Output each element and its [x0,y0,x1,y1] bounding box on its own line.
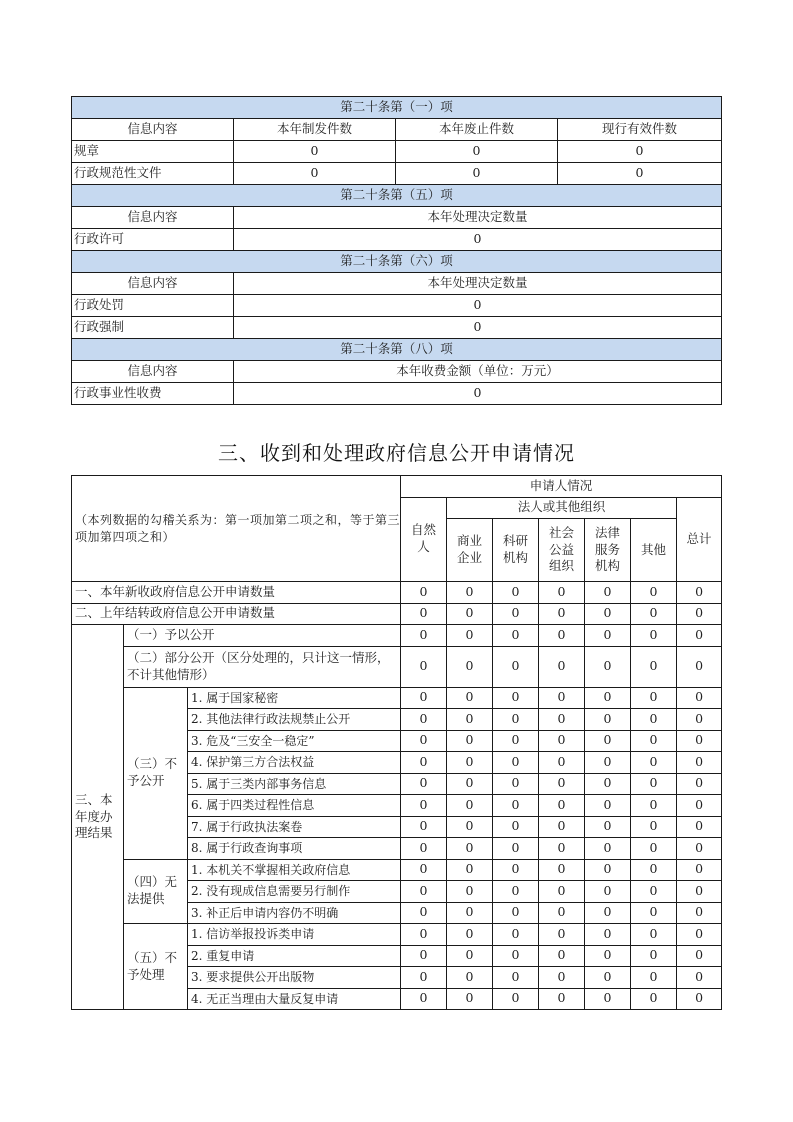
header-legal-service: 法律服务机构 [585,519,631,582]
table-row [72,646,722,687]
cell-value: 0 [585,924,631,946]
column-header: 信息内容 [72,119,234,141]
row-label: （一）予以公开 [124,625,401,647]
cell-value: 0 [585,988,631,1010]
cell-value: 0 [401,730,447,752]
cell-value: 0 [539,945,585,967]
row-label: 2. 没有现成信息需要另行制作 [188,881,401,903]
group-label: （三）不予公开 [124,687,188,859]
column-header: 本年废止件数 [396,119,558,141]
cell-value: 0 [585,625,631,647]
section-title: 三、收到和处理政府信息公开申请情况 [218,441,575,465]
row-label: 1. 属于国家秘密 [188,687,401,709]
cell-value: 0 [539,709,585,731]
cell-value: 0 [677,859,722,881]
cell-value: 0 [401,838,447,860]
group-label: （五）不予处理 [124,924,188,1010]
cell-value: 0 [401,945,447,967]
cell-value: 0 [631,967,677,989]
header-other: 其他 [631,519,677,582]
cell-value: 0 [401,816,447,838]
cell-value: 0 [401,924,447,946]
section-header-20-8: 第二十条第（八）项 [72,339,722,361]
cell-value: 0 [539,902,585,924]
cell-value: 0 [539,646,585,687]
column-header: 现行有效件数 [558,119,722,141]
header-social: 社会公益组织 [539,519,585,582]
cell-value: 0 [493,967,539,989]
cell-value: 0 [234,383,722,405]
cell-value: 0 [447,773,493,795]
column-header: 本年处理决定数量 [234,207,722,229]
cell-value: 0 [493,752,539,774]
cell-value: 0 [585,709,631,731]
table-row [72,582,722,604]
cell-value: 0 [401,646,447,687]
cell-value: 0 [539,988,585,1010]
cell-value: 0 [539,816,585,838]
table-row [72,163,722,185]
cell-value: 0 [631,752,677,774]
cell-value: 0 [493,795,539,817]
cell-value: 0 [493,902,539,924]
cell-value: 0 [585,603,631,625]
row-label: 一、本年新收政府信息公开申请数量 [72,582,401,604]
row-label: 3. 要求提供公开出版物 [188,967,401,989]
cell-value: 0 [631,709,677,731]
cell-value: 0 [585,881,631,903]
cell-value: 0 [631,582,677,604]
row-label: 2. 重复申请 [188,945,401,967]
header-commercial: 商业企业 [447,519,493,582]
row-label: 8. 属于行政查询事项 [188,838,401,860]
results-label: 三、本年度办理结果 [72,625,124,1010]
row-label: 1. 信访举报投诉类申请 [188,924,401,946]
table-row [72,229,722,251]
cell-value: 0 [585,795,631,817]
cell-value: 0 [401,881,447,903]
cell-value: 0 [677,646,722,687]
header-natural-person: 自然人 [401,497,447,582]
row-label: （二）部分公开（区分处理的，只计这一情形，不计其他情形） [124,646,401,687]
cell-value: 0 [585,752,631,774]
cell-value: 0 [493,945,539,967]
cell-value: 0 [677,687,722,709]
header-applicant: 申请人情况 [401,476,722,498]
cell-value: 0 [631,881,677,903]
cell-value: 0 [677,773,722,795]
cell-value: 0 [631,730,677,752]
cell-value: 0 [585,859,631,881]
column-header: 本年制发件数 [234,119,396,141]
cell-value: 0 [631,924,677,946]
cell-value: 0 [447,603,493,625]
cell-value: 0 [631,687,677,709]
cell-value: 0 [447,988,493,1010]
row-label: 2. 其他法律行政法规禁止公开 [188,709,401,731]
header-total: 总计 [677,497,722,582]
cell-value: 0 [631,646,677,687]
cell-value: 0 [234,163,396,185]
cell-value: 0 [677,902,722,924]
cell-value: 0 [447,881,493,903]
cell-value: 0 [585,816,631,838]
cell-value: 0 [677,838,722,860]
cell-value: 0 [677,988,722,1010]
column-header: 信息内容 [72,361,234,383]
cell-value: 0 [234,317,722,339]
row-label: 6. 属于四类过程性信息 [188,795,401,817]
row-label: 1. 本机关不掌握相关政府信息 [188,859,401,881]
row-label: 规章 [72,141,234,163]
cell-value: 0 [631,902,677,924]
cell-value: 0 [493,773,539,795]
cell-value: 0 [539,838,585,860]
cell-value: 0 [401,795,447,817]
cell-value: 0 [493,816,539,838]
cell-value: 0 [631,625,677,647]
table-row [72,687,722,709]
cell-value: 0 [493,646,539,687]
regulations-table [71,96,722,405]
row-label: 二、上年结转政府信息公开申请数量 [72,603,401,625]
cell-value: 0 [447,967,493,989]
row-label: 7. 属于行政执法案卷 [188,816,401,838]
cell-value: 0 [539,603,585,625]
cell-value: 0 [677,816,722,838]
cell-value: 0 [401,709,447,731]
cell-value: 0 [493,881,539,903]
cell-value: 0 [493,582,539,604]
cell-value: 0 [677,945,722,967]
cell-value: 0 [539,687,585,709]
cell-value: 0 [493,924,539,946]
cell-value: 0 [631,816,677,838]
cell-value: 0 [539,881,585,903]
cell-value: 0 [447,752,493,774]
table-row [72,859,722,881]
cell-value: 0 [585,902,631,924]
cell-value: 0 [447,730,493,752]
cell-value: 0 [539,730,585,752]
row-label: 4. 无正当理由大量反复申请 [188,988,401,1010]
cell-value: 0 [401,967,447,989]
cell-value: 0 [493,709,539,731]
cell-value: 0 [539,773,585,795]
table-row [72,317,722,339]
cell-value: 0 [631,773,677,795]
cell-value: 0 [677,881,722,903]
row-label: 行政强制 [72,317,234,339]
cell-value: 0 [234,229,722,251]
cell-value: 0 [539,752,585,774]
column-header: 信息内容 [72,273,234,295]
cell-value: 0 [401,988,447,1010]
cell-value: 0 [677,625,722,647]
cell-value: 0 [539,967,585,989]
cell-value: 0 [493,687,539,709]
column-header: 本年收费金额（单位：万元） [234,361,722,383]
cell-value: 0 [585,773,631,795]
cell-value: 0 [677,795,722,817]
cell-value: 0 [447,902,493,924]
cell-value: 0 [585,687,631,709]
cell-value: 0 [558,163,722,185]
table-row [72,924,722,946]
cell-value: 0 [585,646,631,687]
cell-value: 0 [677,924,722,946]
cell-value: 0 [539,582,585,604]
cell-value: 0 [585,967,631,989]
cell-value: 0 [631,988,677,1010]
cell-value: 0 [447,945,493,967]
table-row [72,141,722,163]
row-label: 行政规范性文件 [72,163,234,185]
cell-value: 0 [447,625,493,647]
cell-value: 0 [396,141,558,163]
table-row [72,295,722,317]
section-header-20-1: 第二十条第（一）项 [72,97,722,119]
applications-table [71,475,722,1010]
cell-value: 0 [493,625,539,647]
cell-value: 0 [677,730,722,752]
cell-value: 0 [234,141,396,163]
row-label: 3. 补正后申请内容仍不明确 [188,902,401,924]
cell-value: 0 [539,859,585,881]
cell-value: 0 [493,838,539,860]
column-header: 信息内容 [72,207,234,229]
cell-value: 0 [401,859,447,881]
row-label: 3. 危及“三安全一稳定” [188,730,401,752]
cell-value: 0 [493,730,539,752]
cell-value: 0 [631,838,677,860]
cell-value: 0 [401,752,447,774]
cell-value: 0 [447,709,493,731]
cell-value: 0 [631,795,677,817]
cell-value: 0 [234,295,722,317]
table-row [72,603,722,625]
column-header: 本年处理决定数量 [234,273,722,295]
section-header-20-6: 第二十条第（六）项 [72,251,722,273]
cell-value: 0 [539,625,585,647]
row-label: 行政处罚 [72,295,234,317]
cell-value: 0 [631,603,677,625]
row-label: 4. 保护第三方合法权益 [188,752,401,774]
row-label: 行政事业性收费 [72,383,234,405]
cell-value: 0 [677,752,722,774]
cell-value: 0 [677,709,722,731]
cell-value: 0 [677,603,722,625]
cell-value: 0 [539,924,585,946]
cell-value: 0 [447,582,493,604]
header-legal-entity: 法人或其他组织 [447,497,677,519]
cell-value: 0 [447,816,493,838]
cell-value: 0 [493,988,539,1010]
cell-value: 0 [493,859,539,881]
cell-value: 0 [631,945,677,967]
cell-value: 0 [447,687,493,709]
cell-value: 0 [631,859,677,881]
cell-value: 0 [401,773,447,795]
cell-value: 0 [677,967,722,989]
cell-value: 0 [401,687,447,709]
reconciliation-note: （本列数据的勾稽关系为：第一项加第二项之和，等于第三项加第四项之和） [72,476,401,582]
cell-value: 0 [401,625,447,647]
cell-value: 0 [447,859,493,881]
group-label: （四）无法提供 [124,859,188,924]
cell-value: 0 [396,163,558,185]
cell-value: 0 [447,924,493,946]
cell-value: 0 [401,582,447,604]
cell-value: 0 [401,902,447,924]
cell-value: 0 [585,838,631,860]
cell-value: 0 [585,945,631,967]
cell-value: 0 [558,141,722,163]
row-label: 行政许可 [72,229,234,251]
cell-value: 0 [539,795,585,817]
cell-value: 0 [585,730,631,752]
cell-value: 0 [493,603,539,625]
cell-value: 0 [677,582,722,604]
cell-value: 0 [447,795,493,817]
table-row [72,383,722,405]
header-research: 科研机构 [493,519,539,582]
cell-value: 0 [447,646,493,687]
section-header-20-5: 第二十条第（五）项 [72,185,722,207]
row-label: 5. 属于三类内部事务信息 [188,773,401,795]
cell-value: 0 [401,603,447,625]
cell-value: 0 [447,838,493,860]
table-row [72,625,722,647]
cell-value: 0 [585,582,631,604]
